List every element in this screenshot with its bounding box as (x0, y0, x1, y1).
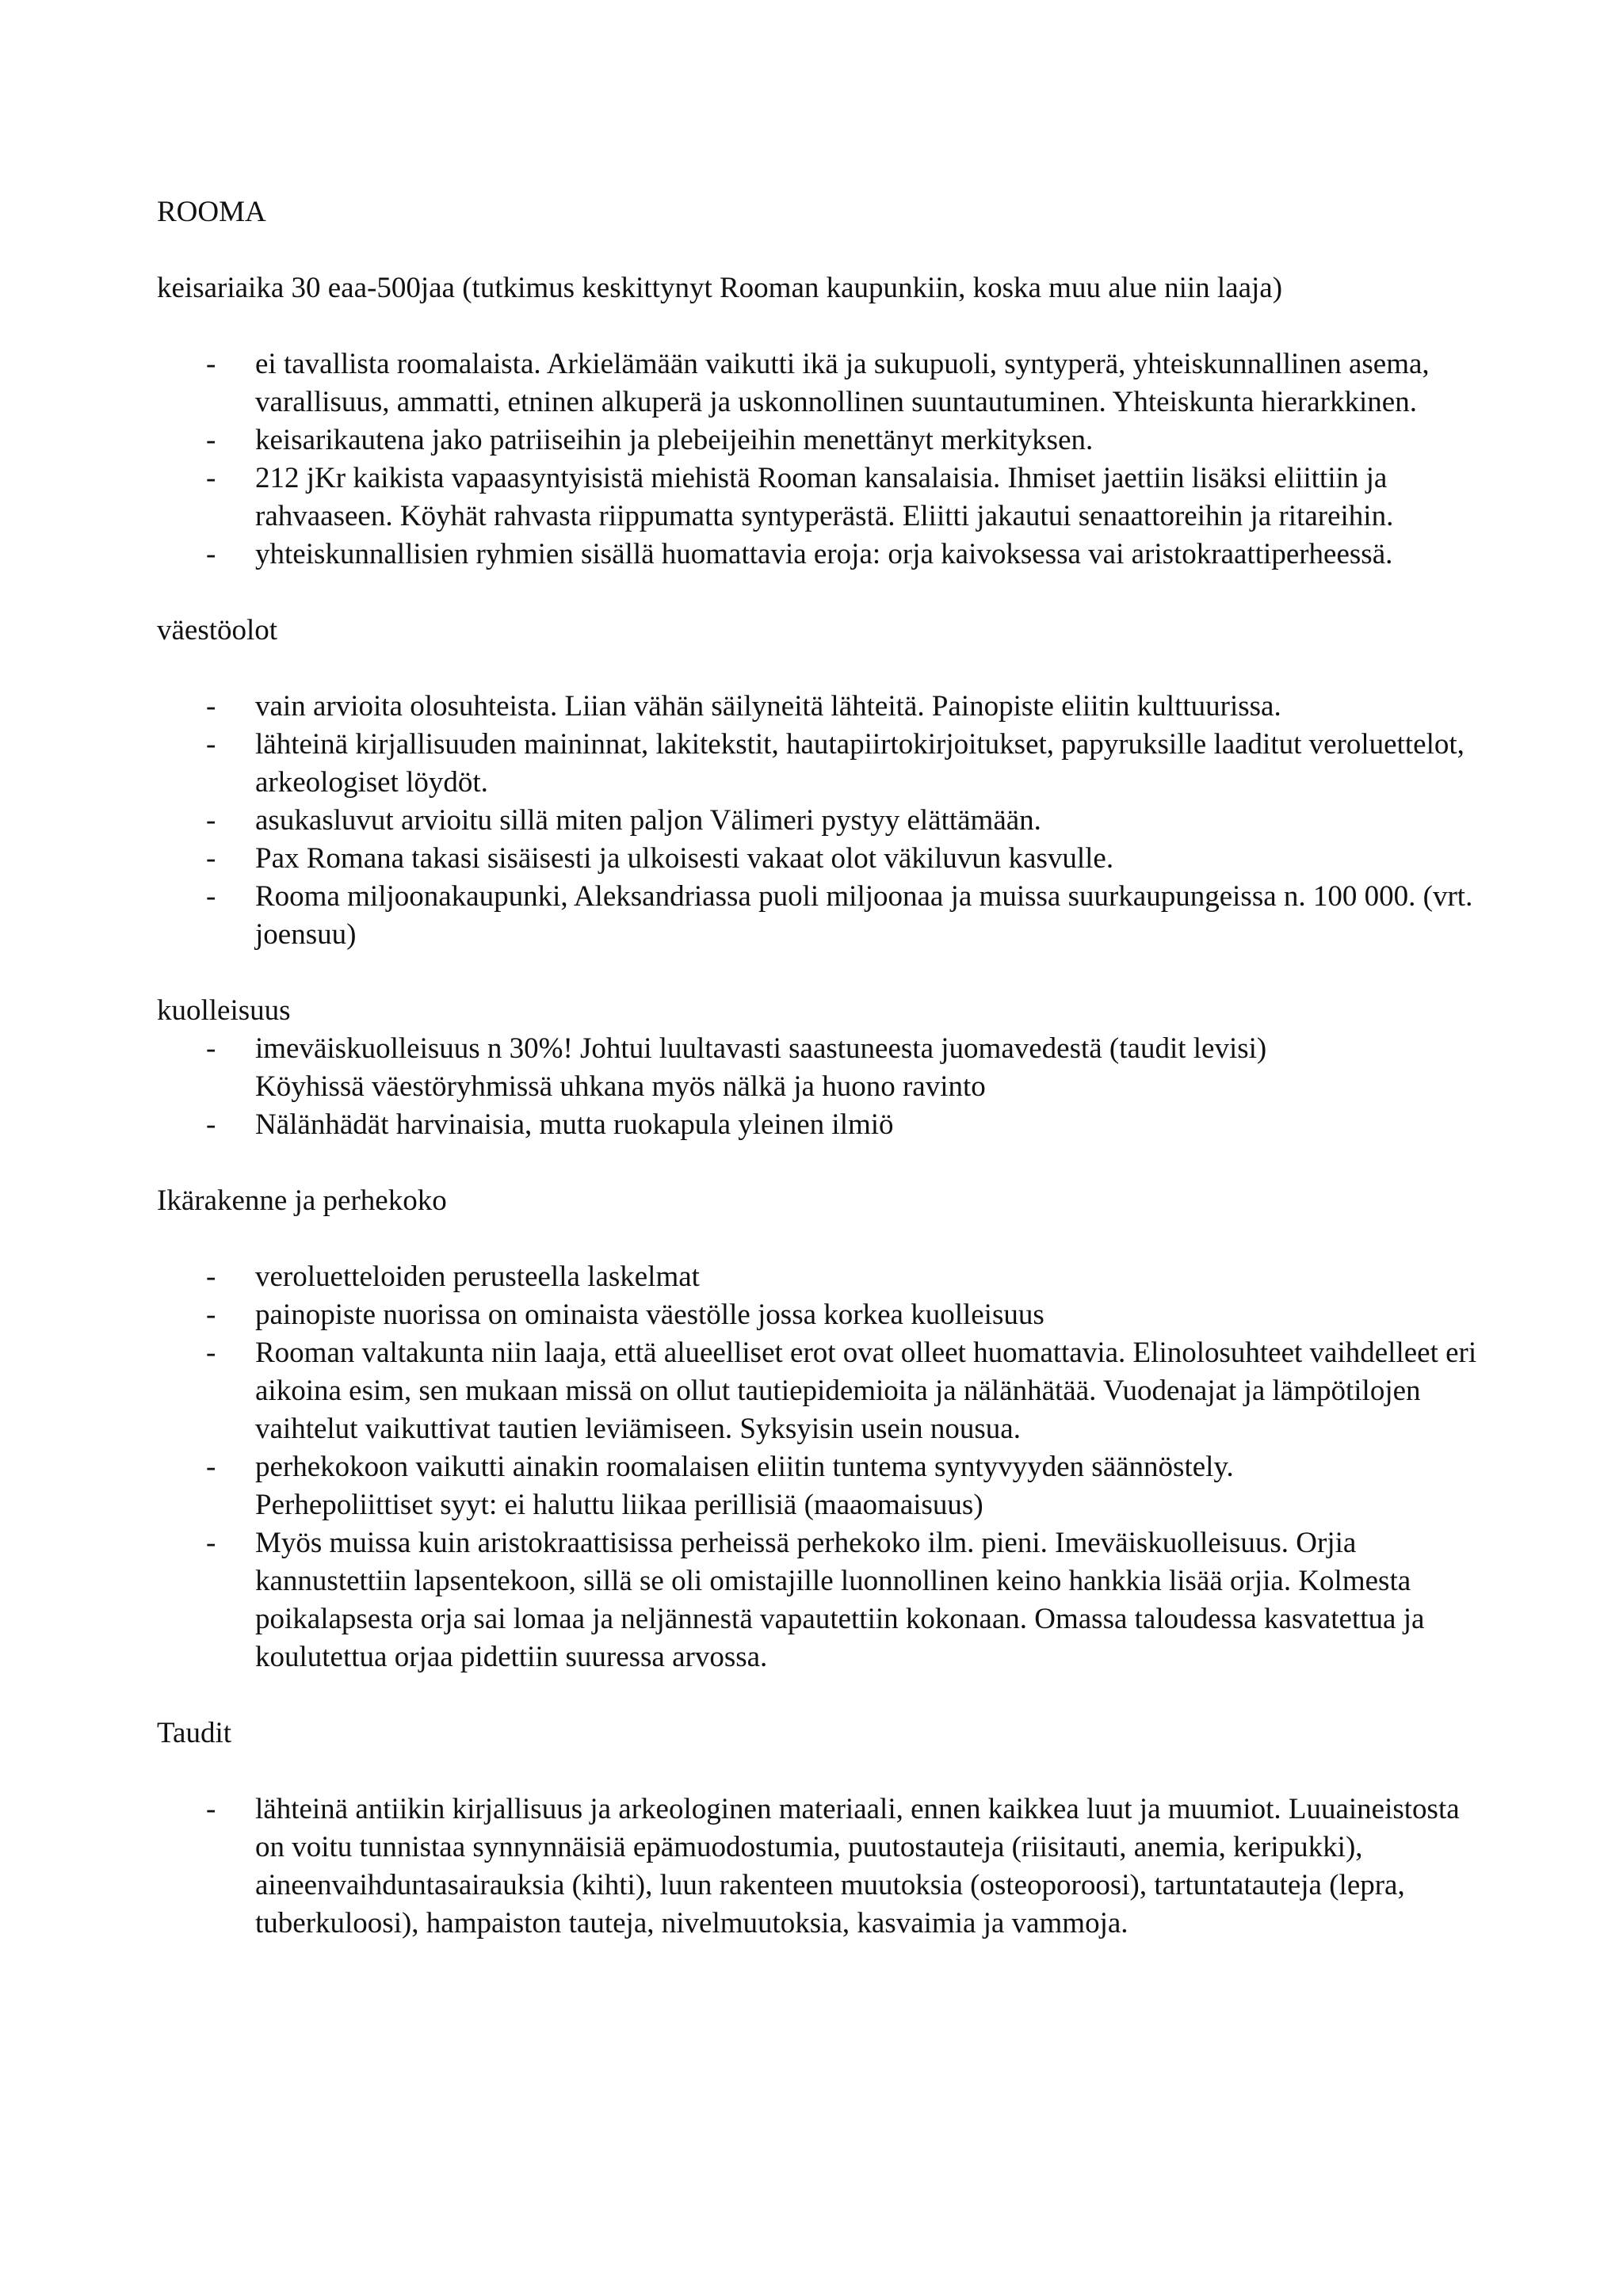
list-item: - keisarikautena jako patriiseihin ja plebeijeihin menettänyt merkityksen. (157, 421, 1488, 460)
section-5-list (157, 1791, 1488, 1943)
dash-bullet: - (206, 424, 216, 456)
list-item: - veroluetteloiden perusteella laskelmat (157, 1258, 1488, 1296)
dash-bullet: - (206, 462, 216, 494)
dash-bullet: - (206, 1451, 216, 1483)
intro-paragraph: keisariaika 30 eaa-500jaa (tutkimus keskittynyt Rooman kaupunkiin, koska muu alue niin laaja) (157, 272, 1283, 304)
list-item: - perhekokoon vaikutti ainakin roomalaisen eliitin tuntema syntyvyyden säännöstely. Perhepoliittiset syyt: ei haluttu liikaa perillisiä (maaomaisuus) (157, 1448, 1488, 1524)
section-4-list (157, 1258, 1488, 1676)
section-heading-vaestoolot: väestöolot (157, 614, 278, 646)
section-3-list (157, 1030, 1488, 1144)
list-item: - Rooman valtakunta niin laaja, että alueelliset erot ovat olleet huomattavia. Elinolosuhteet vaihdelleet eri aikoina esim, sen mukaan missä on ollut tautiepidemioita ja nälänhätää. Vuodenajat ja lämpötilojen vaihtelut vaikuttivat tautien leviämiseen. Syksyisin usein nousua. (157, 1334, 1488, 1448)
dash-bullet: - (206, 1793, 216, 1825)
dash-bullet: - (206, 728, 216, 761)
document-title: ROOMA (157, 196, 266, 228)
list-item: - 212 jKr kaikista vapaasyntyisistä miehistä Rooman kansalaisia. Ihmiset jaettiin lisäksi eliittiin ja rahvaaseen. Köyhät rahvasta riippumatta syntyperästä. Eliitti jakautui senaattoreihin ja ritareihin. (157, 460, 1488, 536)
dash-bullet: - (206, 538, 216, 570)
dash-bullet: - (206, 1299, 216, 1331)
dash-bullet: - (206, 1032, 216, 1065)
section-heading-kuolleisuus: kuolleisuus (157, 994, 291, 1027)
list-item: - lähteinä kirjallisuuden maininnat, lakitekstit, hautapiirtokirjoitukset, papyruksille laaditut veroluettelot, arkeologiset löydöt. (157, 726, 1488, 802)
continuation-line: Köyhissä väestöryhmissä uhkana myös nälkä ja huono ravinto (255, 1070, 986, 1103)
dash-bullet: - (206, 880, 216, 913)
list-item: - Myös muissa kuin aristokraattisissa perheissä perhekoko ilm. pieni. Imeväiskuolleisuus. Orjia kannustettiin lapsentekoon, sillä se oli omistajille luonnollinen keino hankkia lisää orjia. Kolmesta poikalapsesta orja sai lomaa ja neljännestä vapautettiin kokonaan. Omassa taloudessa kasvatettua ja koulutettua orjaa pidettiin suuressa arvossa. (157, 1524, 1488, 1676)
list-item: - asukasluvut arvioitu sillä miten paljon Välimeri pystyy elättämään. (157, 802, 1488, 840)
dash-bullet: - (206, 1527, 216, 1559)
list-item: - vain arvioita olosuhteista. Liian vähän säilyneitä lähteitä. Painopiste eliitin kulttuurissa. (157, 688, 1488, 726)
dash-bullet: - (206, 804, 216, 837)
list-item: - Nälänhädät harvinaisia, mutta ruokapula yleinen ilmiö (157, 1106, 1488, 1144)
dash-bullet: - (206, 1261, 216, 1293)
section-2-list (157, 688, 1488, 954)
dash-bullet: - (206, 842, 216, 875)
list-item: - ei tavallista roomalaista. Arkielämään vaikutti ikä ja sukupuoli, syntyperä, yhteiskunnallinen asema, varallisuus, ammatti, etninen alkuperä ja uskonnollinen suuntautuminen. Yhteiskunta hierarkkinen. (157, 345, 1488, 421)
section-1-list (157, 345, 1488, 574)
list-item: - painopiste nuorissa on ominaista väestölle jossa korkea kuolleisuus (157, 1296, 1488, 1334)
document-page (157, 193, 1488, 1943)
section-heading-taudit: Taudit (157, 1717, 231, 1749)
list-item: - yhteiskunnallisien ryhmien sisällä huomattavia eroja: orja kaivoksessa vai aristokraattiperheessä. (157, 536, 1488, 574)
list-item: - lähteinä antiikin kirjallisuus ja arkeologinen materiaali, ennen kaikkea luut ja muumiot. Luuaineistosta on voitu tunnistaa synnynnäisiä epämuodostumia, puutostauteja (riisitauti, anemia, keripukki), aineenvaihduntasairauksia (kihti), luun rakenteen muutoksia (osteoporoosi), tartuntatauteja (lepra, tuberkuloosi), hampaiston tauteja, nivelmuutoksia, kasvaimia ja vammoja. (157, 1791, 1488, 1943)
list-item: - Pax Romana takasi sisäisesti ja ulkoisesti vakaat olot väkiluvun kasvulle. (157, 840, 1488, 878)
dash-bullet: - (206, 348, 216, 380)
dash-bullet: - (206, 690, 216, 723)
continuation-line: Perhepoliittiset syyt: ei haluttu liikaa perillisiä (maaomaisuus) (255, 1489, 983, 1521)
dash-bullet: - (206, 1108, 216, 1141)
dash-bullet: - (206, 1337, 216, 1369)
list-item: - Rooma miljoonakaupunki, Aleksandriassa puoli miljoonaa ja muissa suurkaupungeissa n. 100 000. (vrt. joensuu) (157, 878, 1488, 954)
section-heading-ikarakenne: Ikärakenne ja perhekoko (157, 1184, 447, 1217)
list-item: - imeväiskuolleisuus n 30%! Johtui luultavasti saastuneesta juomavedestä (taudit levisi) Köyhissä väestöryhmissä uhkana myös nälkä ja huono ravinto (157, 1030, 1488, 1106)
